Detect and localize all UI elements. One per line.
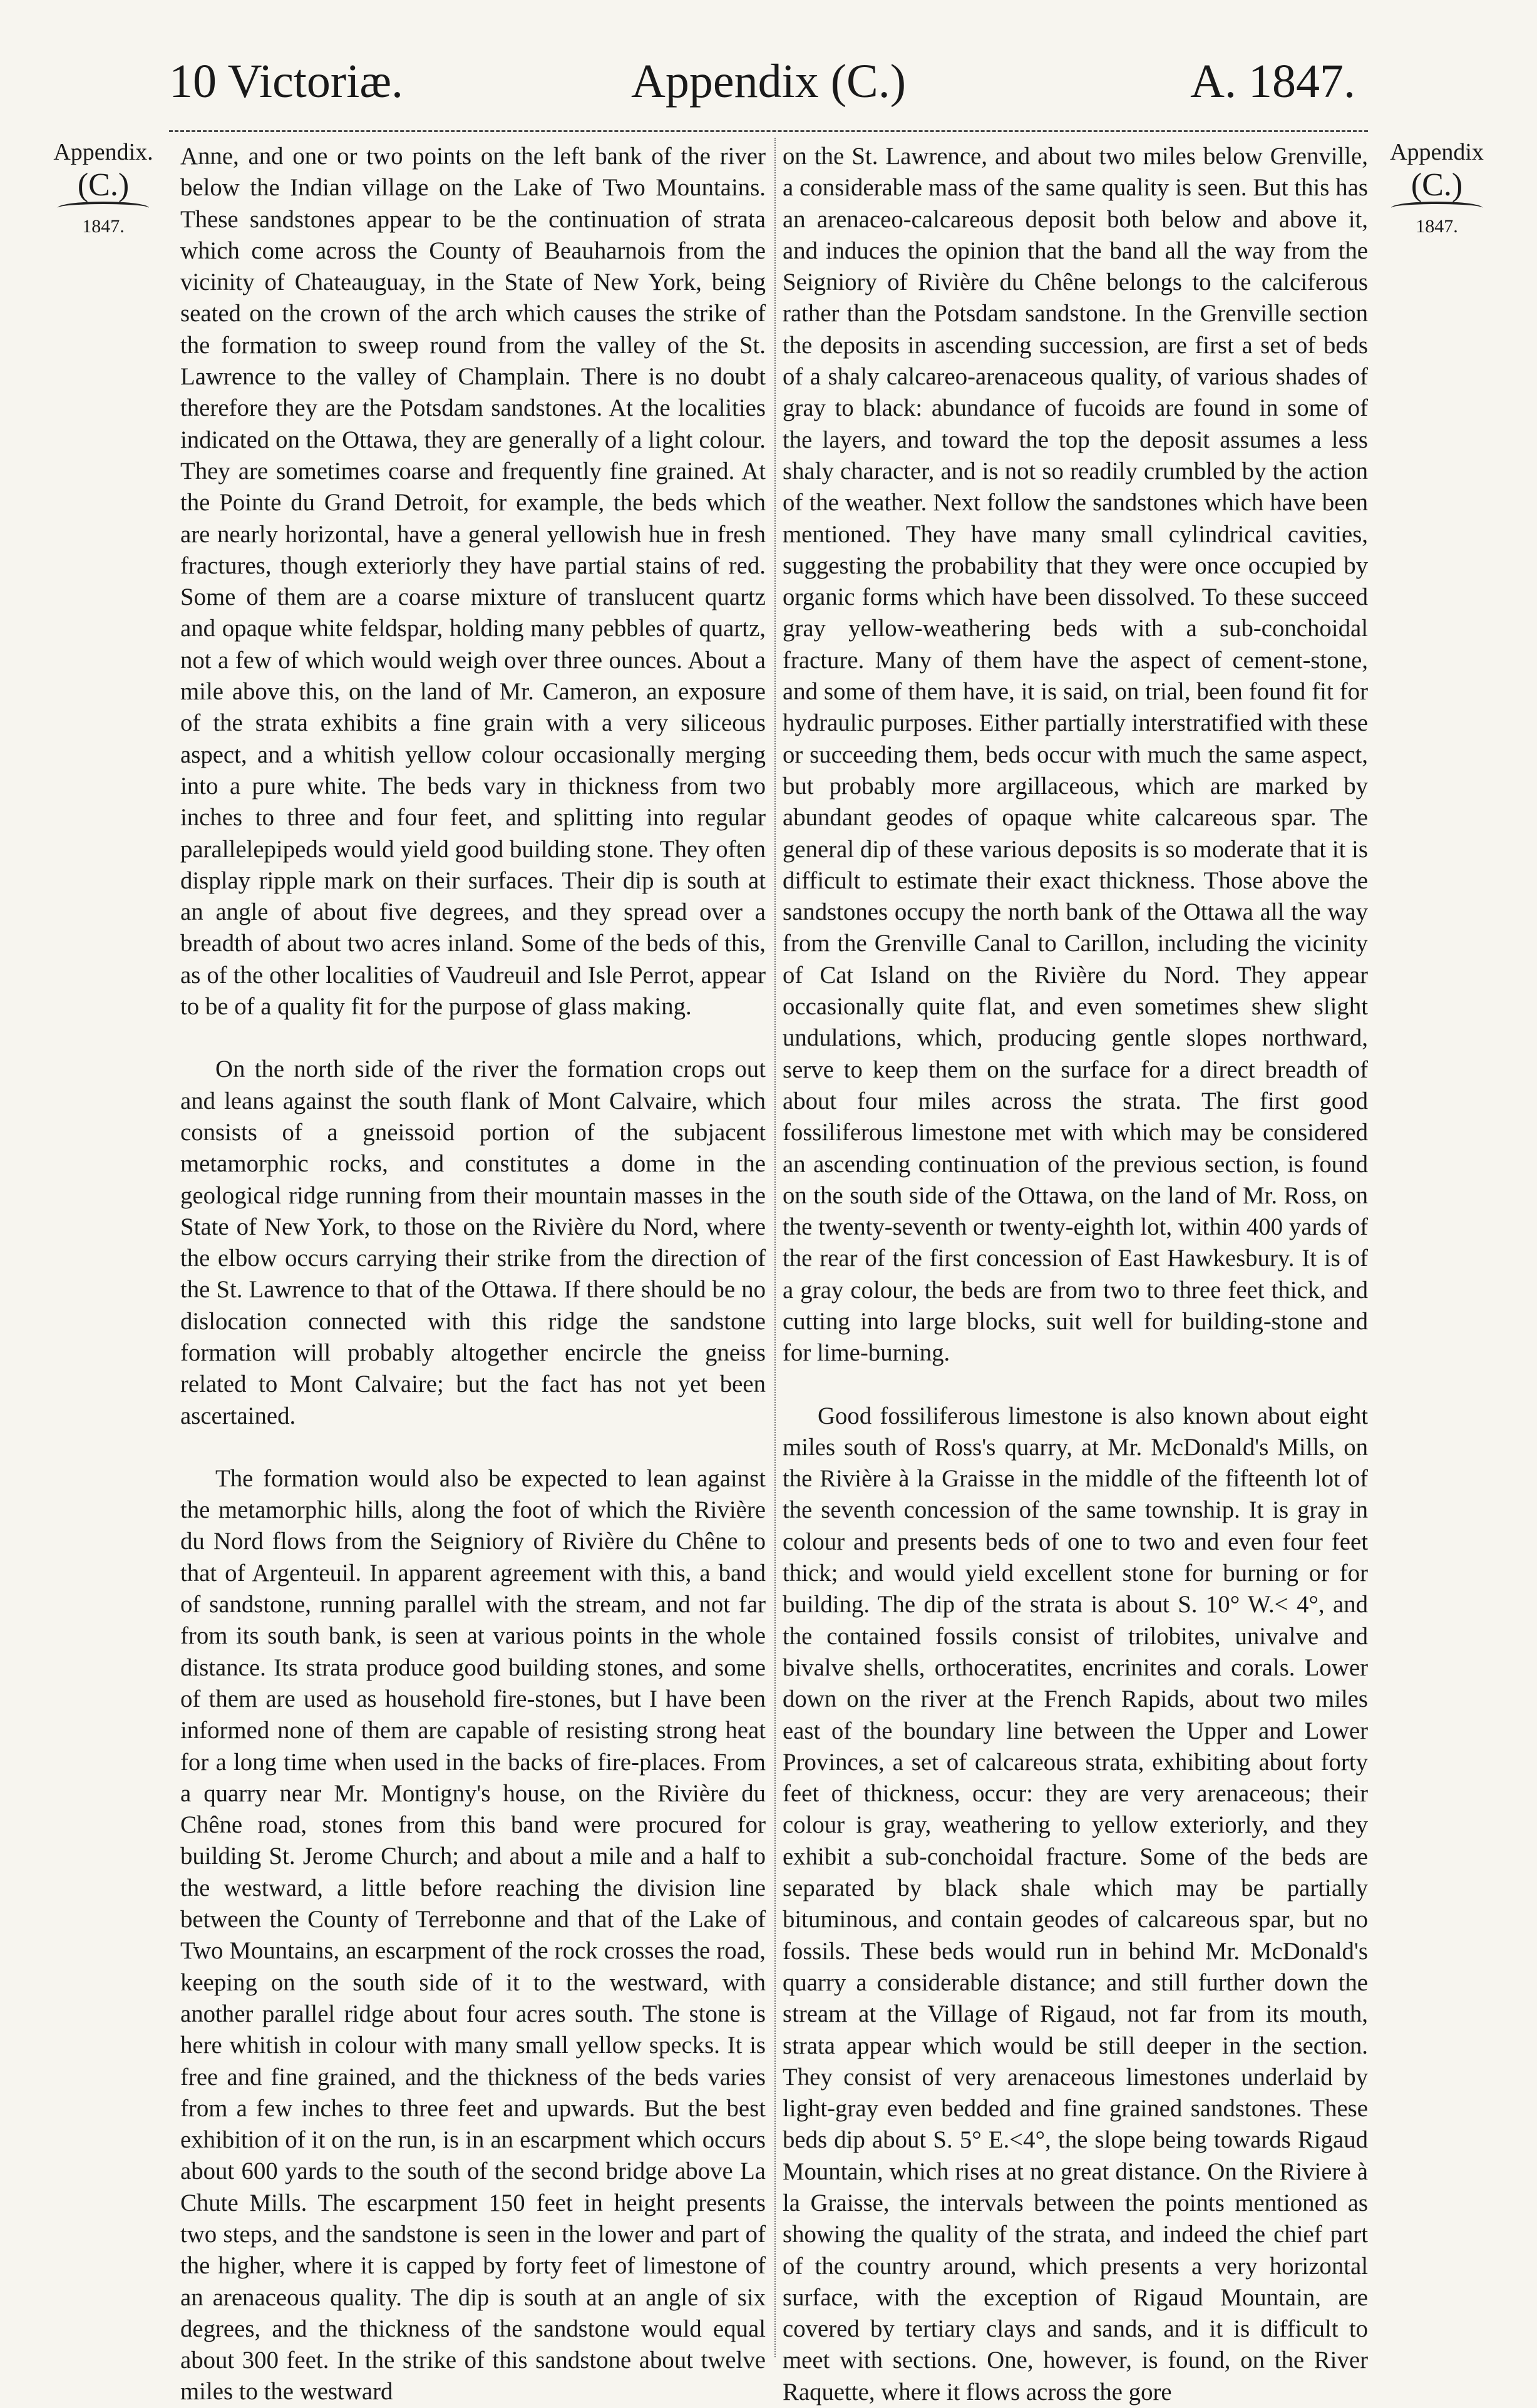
- left-column: [180, 141, 766, 2405]
- margin-right-letter: (C.): [1411, 167, 1463, 203]
- header-rule: [169, 130, 1368, 132]
- header-appendix: Appendix (C.): [630, 55, 907, 108]
- left-paragraph-3: The formation would also be expected to lean against the metamorphic hills, along the foot of which the Rivière du Nord flows from the Seigniory of Rivière du Chêne to that of Argenteuil. In apparent agreement with this, a band of sandstone, running parallel with the stream, and not far from its south bank, is seen at various points in the whole distance. Its strata produce good building stones, and some of them are used as household fire-stones, but I have been informed none of them are capable of resisting strong heat for a long time when used in the backs of fire-places. From a quarry near Mr. Montigny's house, on the Rivière du Chêne road, stones from this band were procured for building St. Jerome Church; and about a mile and a half to the westward, a little before reaching the division line between the County of Terrebonne and that of the Lake of Two Mountains, an escarpment of the rock crosses the road, keeping on the south side of it to the westward, with another parallel ridge about four acres south. The stone is here whitish in colour with many small yellow specks. It is free and fine grained, and the thickness of the beds varies from a few inches to three feet and upwards. But the best exhibition of it on the run, is in an escarpment which occurs about 600 yards to the south of the second bridge above La Chute Mills. The escarpment 150 feet in height presents two steps, and the sandstone is seen in the lower and part of the higher, where it is capped by forty feet of limestone of an arenaceous quality. The dip is south at an angle of six degrees, and the thickness of the sandstone would equal about 300 feet. In the strike of this sandstone about twelve miles to the westward: [180, 1464, 766, 2405]
- left-paragraph-2: On the north side of the river the formation crops out and leans against the south flank of Mont Calvaire, which consists of a gneissoid portion of the subjacent metamorphic rocks, and constitutes a dome in the geological ridge running from their mountain masses in the State of New York, to those on the Rivière du Nord, where the elbow occurs carrying their strike from the direction of the St. Lawrence to that of the Ottawa. If there should be no dislocation connected with this ridge the sandstone formation will probably altogether encircle the gneiss related to Mont Calvaire; but the fact has not yet been ascertained.: [180, 1056, 766, 1429]
- right-column: [783, 141, 1368, 2405]
- margin-left-letter: (C.): [77, 167, 130, 203]
- margin-left-label: Appendix.: [53, 139, 153, 165]
- column-divider: [774, 138, 776, 2357]
- header-year: A. 1847.: [1190, 55, 1355, 108]
- right-paragraph-2: Good fossiliferous limestone is also known about eight miles south of Ross's quarry, at Mr. McDonald's Mills, on the Rivière à la Graisse in the middle of the fifteenth lot of the seventh concession of the same township. It is gray in colour and presents beds of one to two and even four feet thick; and would yield excellent stone for burning or for building. The dip of the strata is about S. 10° W.< 4°, and the contained fossils consist of trilobites, univalve and bivalve shells, orthoceratites, encrinites and corals. Lower down on the river at the French Rapids, about two miles east of the boundary line between the Upper and Lower Provinces, a set of calcareous strata, exhibiting about forty feet of thickness, occur: they are very arenaceous; their colour is gray, weathering to yellow exteriorly, and they exhibit a sub-conchoidal fracture. Some of the beds are separated by black shale which may be partially bituminous, and contain geodes of calcareous spar, but no fossils. These beds would run in behind Mr. McDonald's quarry a considerable distance; and still further down the stream at the Village of Rigaud, not far from its mouth, strata appear which would be still deeper in the section. They consist of very arenaceous limestones underlaid by light-gray even bedded and fine grained sandstones. These beds dip about S. 5° E.<4°, the slope being towards Rigaud Mountain, which rises at no great distance. On the Riviere à la Graisse, the intervals between the points mentioned as showing the quality of the strata, and indeed the chief part of the country around, which presents a very horizontal surface, with the exception of Rigaud Mountain, are covered by tertiary clays and sands, and it is difficult to meet with sections. One, however, is found, on the River Raquette, where it flows across the gore: [783, 1402, 1368, 2405]
- margin-left-year: 1847.: [82, 216, 125, 237]
- margin-note-left: [44, 138, 163, 239]
- left-paragraph-1: Anne, and one or two points on the left bank of the river below the Indian village on the Lake of Two Mountains. These sandstones appear to be the continuation of strata which come across the County of Beauharnois from the vicinity of Chateauguay, in the State of New York, being seated on the crown of the arch which causes the strike of the formation to sweep round from the valley of the St. Lawrence to the valley of Champlain. There is no doubt therefore they are the Potsdam sandstones. At the localities indicated on the Ottawa, they are generally of a light colour. They are sometimes coarse and frequently fine grained. At the Pointe du Grand Detroit, for example, the beds which are nearly horizontal, have a general yellowish hue in fresh fractures, though exteriorly they have partial stains of red. Some of them are a coarse mixture of translucent quartz and opaque white feldspar, holding many pebbles of quartz, not a few of which would weigh over three ounces. About a mile above this, on the land of Mr. Cameron, an exposure of the strata exhibits a fine grain with a very siliceous aspect, and a whitish yellow colour occasionally merging into a pure white. The beds vary in thickness from two inches to three and four feet, and splitting into regular parallelepipeds would yield good building stone. They often display ripple mark on their surfaces. Their dip is south at an angle of about five degrees, and they spread over a breadth of about two acres inland. Some of the beds of this, as of the other localities of Vaudreuil and Isle Perrot, appear to be of a quality fit for the purpose of glass making.: [180, 143, 766, 1021]
- header-session: 10 Victoriæ.: [169, 55, 404, 108]
- margin-note-right: [1377, 138, 1496, 239]
- running-header: [0, 50, 1537, 113]
- right-paragraph-1: on the St. Lawrence, and about two miles below Grenville, a considerable mass of the same quality is seen. But this has an arenaceo-calcareous deposit both below and above it, and induces the opinion that the band all the way from the Seigniory of Rivière du Chêne belongs to the calciferous rather than the Potsdam sandstone. In the Grenville section the deposits in ascending succession, are first a set of beds of a shaly calcareo-arenaceous quality, of various shades of gray to black: abundance of fucoids are found in some of the layers, and toward the top the deposit assumes a less shaly character, and is not so readily crumbled by the action of the weather. Next follow the sandstones which have been mentioned. They have many small cylindrical cavities, suggesting the probability that they were once occupied by organic forms which have been dissolved. To these succeed gray yellow-weathering beds with a sub-conchoidal fracture. Many of them have the aspect of cement-stone, and some of them have, it is said, on trial, been found fit for hydraulic purposes. Either partially interstratified with these or succeeding them, beds occur with much the same aspect, but probably more argillaceous, which are marked by abundant geodes of opaque white calcareous spar. The general dip of these various deposits is so moderate that it is difficult to estimate their exact thickness. Those above the sandstones occupy the north bank of the Ottawa all the way from the Grenville Canal to Carillon, including the vicinity of Cat Island on the Rivière du Nord. They appear occasionally quite flat, and even sometimes shew slight undulations, which, producing gentle slopes northward, serve to keep them on the surface for a direct breadth of about four miles across the strata. The first good fossiliferous limestone met with which may be considered an ascending continuation of the previous section, is found on the south side of the Ottawa, on the land of Mr. Ross, on the twenty-seventh or twenty-eighth lot, within 400 yards of the rear of the first concession of East Hawkesbury. It is of a gray colour, the beds are from two to three feet thick, and cutting into large blocks, suit well for building-stone and for lime-burning.: [783, 143, 1368, 1367]
- margin-right-year: 1847.: [1416, 216, 1458, 237]
- margin-right-label: Appendix: [1390, 139, 1484, 165]
